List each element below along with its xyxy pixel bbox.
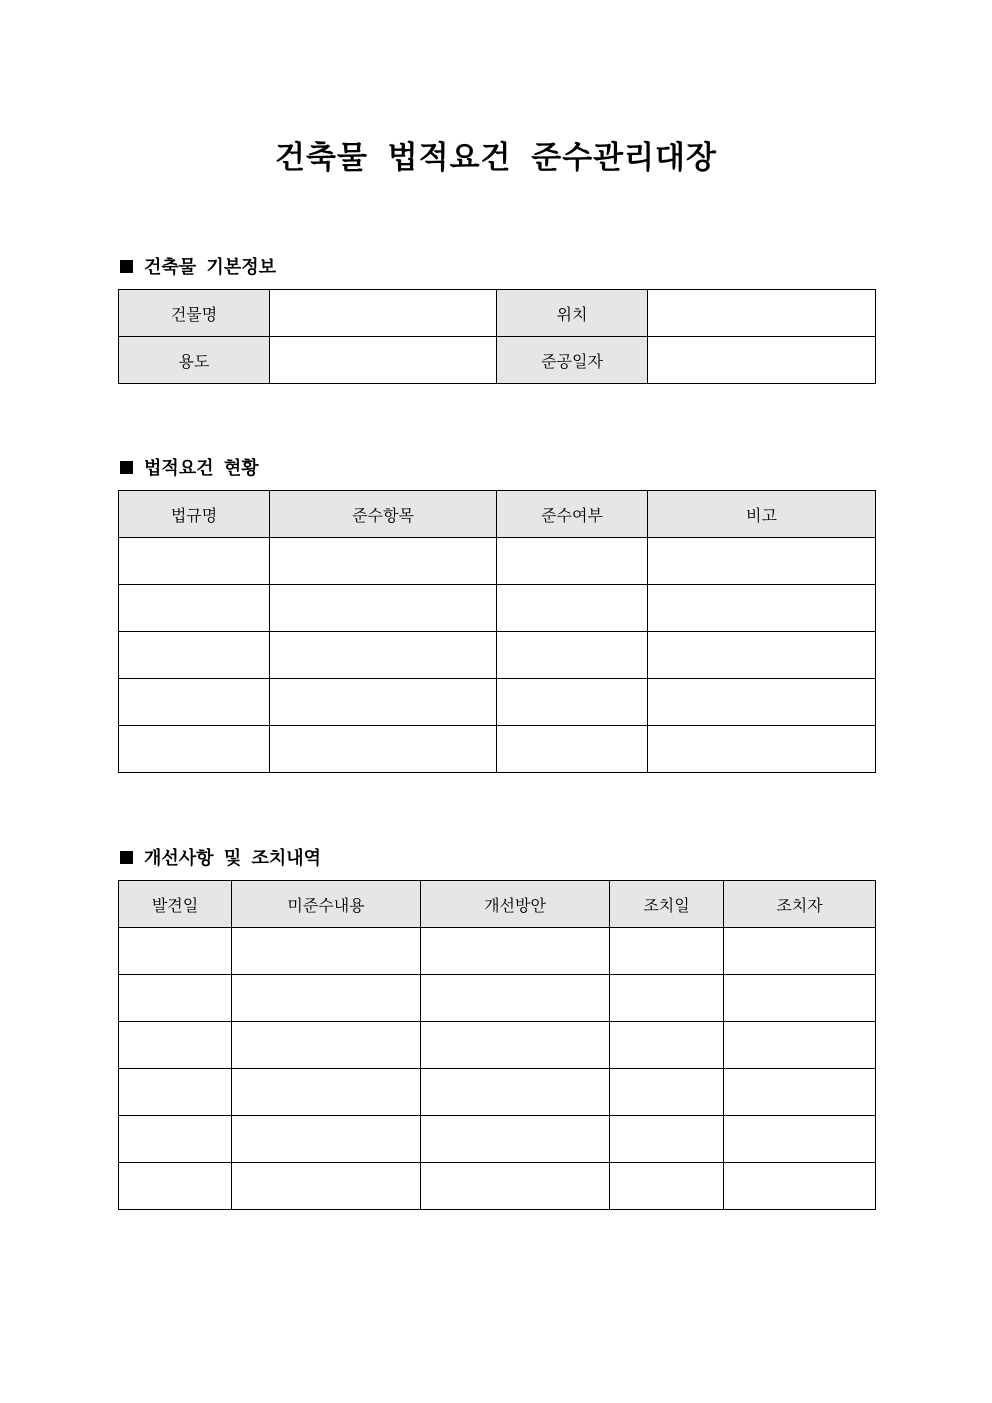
- table-row: [119, 1163, 876, 1210]
- table-cell[interactable]: [421, 975, 610, 1022]
- table-row: [119, 726, 876, 773]
- column-header: 발견일: [119, 881, 232, 928]
- improvements-heading: [120, 844, 321, 870]
- table-header-row: [119, 491, 876, 538]
- table-cell[interactable]: [270, 679, 497, 726]
- table-cell[interactable]: [724, 928, 876, 975]
- table-row: [119, 585, 876, 632]
- table-cell[interactable]: [724, 1069, 876, 1116]
- table-cell[interactable]: [119, 632, 270, 679]
- table-row: [119, 538, 876, 585]
- table-cell[interactable]: [497, 679, 648, 726]
- table-cell[interactable]: [421, 1069, 610, 1116]
- table-cell[interactable]: [497, 632, 648, 679]
- completion-date-label: 준공일자: [497, 337, 648, 384]
- table-cell[interactable]: [648, 726, 876, 773]
- legal-status-heading-text: 법적요건 현황: [144, 458, 259, 479]
- table-cell[interactable]: [119, 679, 270, 726]
- column-header: 준수여부: [497, 491, 648, 538]
- table-cell[interactable]: [497, 538, 648, 585]
- table-cell[interactable]: [270, 726, 497, 773]
- basic-info-heading: [120, 253, 276, 279]
- building-name-field[interactable]: [270, 290, 497, 337]
- table-cell[interactable]: [648, 679, 876, 726]
- black-square-icon: [120, 260, 133, 273]
- table-cell[interactable]: [232, 928, 421, 975]
- column-header: 조치일: [610, 881, 724, 928]
- table-cell[interactable]: [724, 1116, 876, 1163]
- page-title: 건축물 법적요건 준수관리대장: [275, 140, 717, 176]
- improvements-table: [118, 880, 876, 1210]
- table-cell[interactable]: [119, 928, 232, 975]
- column-header: 개선방안: [421, 881, 610, 928]
- table-cell[interactable]: [119, 726, 270, 773]
- table-row: [119, 679, 876, 726]
- location-label: 위치: [497, 290, 648, 337]
- table-cell[interactable]: [232, 1163, 421, 1210]
- legal-status-table: [118, 490, 876, 773]
- table-cell[interactable]: [497, 726, 648, 773]
- table-cell[interactable]: [724, 1022, 876, 1069]
- table-cell[interactable]: [119, 975, 232, 1022]
- table-cell[interactable]: [232, 975, 421, 1022]
- table-cell[interactable]: [421, 1163, 610, 1210]
- table-cell[interactable]: [648, 585, 876, 632]
- table-cell[interactable]: [610, 1069, 724, 1116]
- table-cell[interactable]: [270, 632, 497, 679]
- table-cell[interactable]: [119, 1069, 232, 1116]
- table-cell[interactable]: [119, 1163, 232, 1210]
- completion-date-field[interactable]: [648, 337, 876, 384]
- table-cell[interactable]: [232, 1069, 421, 1116]
- table-cell[interactable]: [119, 1022, 232, 1069]
- building-name-label: 건물명: [119, 290, 270, 337]
- basic-info-heading-text: 건축물 기본정보: [144, 257, 276, 278]
- table-cell[interactable]: [421, 1022, 610, 1069]
- table-cell[interactable]: [724, 1163, 876, 1210]
- table-cell[interactable]: [648, 538, 876, 585]
- table-cell[interactable]: [610, 1116, 724, 1163]
- basic-info-table: [118, 289, 876, 384]
- table-row: [119, 1069, 876, 1116]
- table-row: [119, 975, 876, 1022]
- usage-field[interactable]: [270, 337, 497, 384]
- table-cell[interactable]: [497, 585, 648, 632]
- table-cell[interactable]: [724, 975, 876, 1022]
- column-header: 준수항목: [270, 491, 497, 538]
- table-cell[interactable]: [610, 1163, 724, 1210]
- table-header-row: [119, 881, 876, 928]
- table-cell[interactable]: [119, 538, 270, 585]
- table-row: [119, 290, 876, 337]
- column-header: 비고: [648, 491, 876, 538]
- table-cell[interactable]: [421, 928, 610, 975]
- table-cell[interactable]: [119, 585, 270, 632]
- location-field[interactable]: [648, 290, 876, 337]
- usage-label: 용도: [119, 337, 270, 384]
- table-cell[interactable]: [648, 632, 876, 679]
- table-cell[interactable]: [270, 538, 497, 585]
- table-cell[interactable]: [610, 1022, 724, 1069]
- table-row: [119, 928, 876, 975]
- black-square-icon: [120, 461, 133, 474]
- table-row: [119, 1116, 876, 1163]
- table-cell[interactable]: [421, 1116, 610, 1163]
- table-row: [119, 632, 876, 679]
- table-cell[interactable]: [610, 928, 724, 975]
- table-cell[interactable]: [232, 1116, 421, 1163]
- table-row: [119, 337, 876, 384]
- table-row: [119, 1022, 876, 1069]
- column-header: 미준수내용: [232, 881, 421, 928]
- column-header: 조치자: [724, 881, 876, 928]
- table-cell[interactable]: [232, 1022, 421, 1069]
- black-square-icon: [120, 851, 133, 864]
- table-cell[interactable]: [270, 585, 497, 632]
- table-cell[interactable]: [119, 1116, 232, 1163]
- column-header: 법규명: [119, 491, 270, 538]
- table-cell[interactable]: [610, 975, 724, 1022]
- legal-status-heading: [120, 454, 259, 480]
- improvements-heading-text: 개선사항 및 조치내역: [144, 848, 322, 869]
